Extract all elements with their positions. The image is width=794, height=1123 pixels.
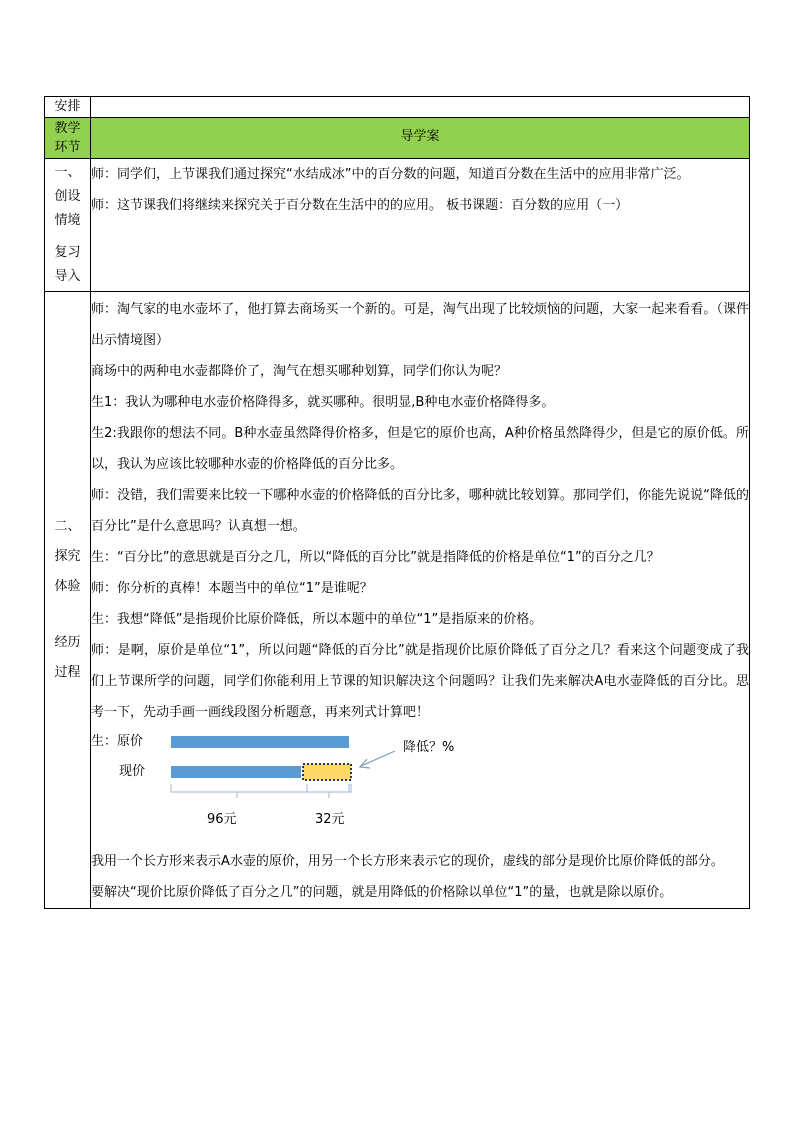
section-2-label: 二、 探究 体验 经历 过程	[45, 292, 91, 909]
reduced-percent-label: 降低？%	[403, 740, 455, 755]
section-2-content	[91, 292, 750, 909]
paragraph: 生：我想“降低”是指现价比原价降低，所以本题中的单位“1”是指原来的价格。	[91, 612, 543, 627]
arrangement-label: 安排	[45, 97, 91, 118]
paragraph: 师：是啊，原价是单位“1”，所以问题“降低的百分比”就是指现价比原价降低了百分之几？看来这个问题变成了我们上节课所学的问题，同学们你能利用上节课的知识解决这个问题吗？让我们先来解决A电水壶降低的百分比。思考一下，先动手画一画线段图分析题意，再来列式计算吧！	[91, 643, 749, 720]
lesson-plan-table	[44, 96, 750, 909]
teaching-stage-header: 教学 环节	[45, 118, 91, 159]
row-section-2	[45, 292, 750, 909]
row-arrangement	[45, 97, 750, 118]
paragraph: 师：同学们，上节课我们通过探究“水结成冰”中的百分数的问题，知道百分数在生活中的应用非常广泛。	[91, 167, 690, 182]
brace-32	[307, 784, 351, 792]
arrow-line	[361, 751, 395, 766]
original-price-bar	[171, 736, 349, 748]
paragraph: 要解决“现价比原价降低了百分之几”的问题，就是用降低的价格除以单位“1”的量，也就是除以原价。	[91, 885, 673, 900]
current-price-bar	[171, 766, 301, 778]
paragraph: 生2:我跟你的想法不同。B种水壶虽然降得价格多，但是它的原价也高，A种价格虽然降得少，但是它的原价低。所以，我认为应该比较哪种水壶的价格降低的百分比多。	[91, 426, 749, 472]
reduced-price-dashed-box	[303, 764, 351, 780]
brace-96	[171, 784, 349, 792]
paragraph: 师：淘气家的电水壶坏了，他打算去商场买一个新的。可是，淘气出现了比较烦恼的问题，大家一起来看看。（课件出示情境图）	[91, 302, 749, 348]
paragraph: 师：你分析的真棒！本题当中的单位“1”是谁呢？	[91, 581, 373, 596]
paragraph: 生1：我认为哪种电水壶价格降得多，就买哪种。很明显,B种电水壶价格降得多。	[91, 395, 555, 410]
paragraph: 我用一个长方形来表示A水壶的原价，用另一个长方形来表示它的现价，虚线的部分是现价比原价降低的部分。	[91, 854, 724, 869]
arrangement-content	[91, 97, 750, 118]
current-price-label: 现价	[119, 764, 146, 779]
paragraph: 商场中的两种电水壶都降价了，淘气在想买哪种划算，同学们你认为呢？	[91, 364, 508, 379]
paragraph: 师：这节课我们将继续来探究关于百分数在生活中的的应用。 板书课题：百分数的应用（一）	[91, 198, 629, 213]
paragraph: 师：没错，我们需要来比较一下哪种水壶的价格降低的百分比多，哪种就比较划算。那同学们，你能先说说“降低的百分比”是什么意思吗？认真想一想。	[91, 488, 749, 534]
amount-96-label: 96元	[207, 812, 237, 827]
line-segment-diagram	[91, 728, 749, 840]
section-1-content	[91, 159, 750, 292]
paragraph: 生：“百分比”的意思就是百分之几，所以“降低的百分比”就是指降低的价格是单位“1”的百分之几？	[91, 550, 660, 565]
header-title: 导学案	[91, 118, 750, 159]
amount-32-label: 32元	[315, 812, 345, 827]
row-header	[45, 118, 750, 159]
arrow-head-icon	[360, 759, 370, 768]
original-price-label: 生：原价	[91, 734, 144, 749]
row-section-1	[45, 159, 750, 292]
section-1-label: 一、 创设 情境 复习 导入	[45, 159, 91, 292]
